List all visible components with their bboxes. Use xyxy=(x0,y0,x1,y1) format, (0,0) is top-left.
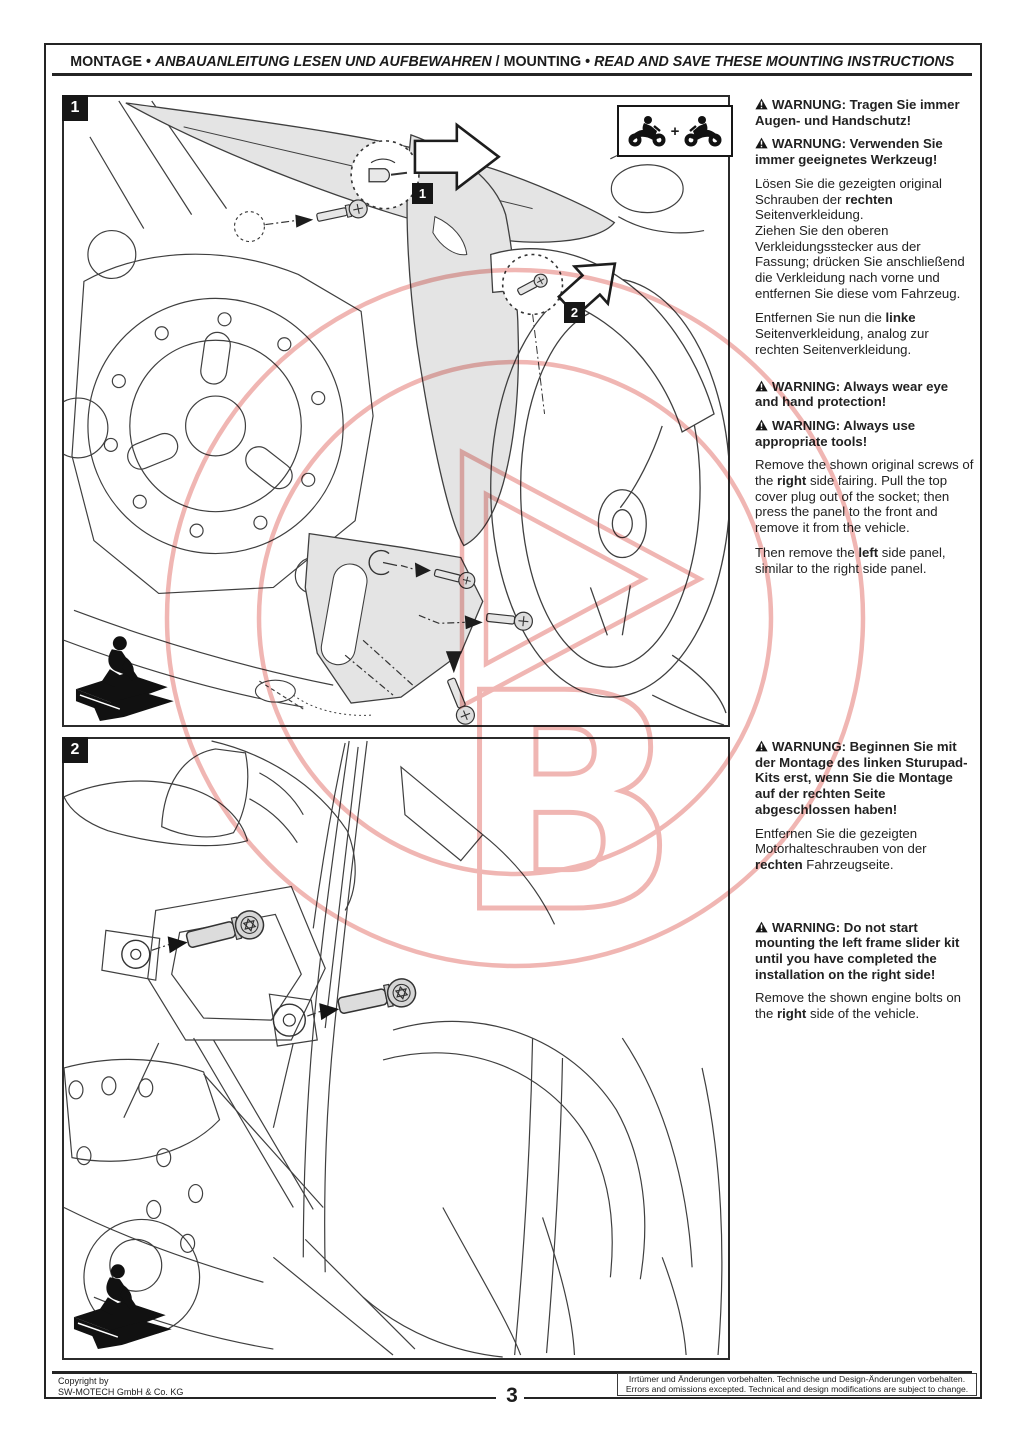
disclaimer-line: Irrtümer und Änderungen vorbehalten. Technische und Design-Änderungen vorbehalten. xyxy=(628,1374,966,1384)
text-run: WARNUNG: Beginnen Sie mit der Montage des linken Sturupad-Kits erst, wenn Sie die Montage auf der rechten Seite abgeschlossen haben! xyxy=(755,739,968,817)
text-run: Ziehen Sie den oberen Verkleidungsstecker aus der Fassung; drücken Sie anschließend die Verkleidung nach vorne und entfernen Sie diese vom Fahrzeug. xyxy=(755,222,965,301)
disclaimer-line: Errors and omissions excepted. Technical and design modifications are subject to change. xyxy=(625,1383,969,1394)
page-header-title xyxy=(0,53,1024,70)
warning-icon xyxy=(755,137,768,149)
disclaimer-box xyxy=(617,1373,977,1396)
text-run: rechten xyxy=(845,191,893,207)
text-run: WARNUNG: Verwenden Sie immer geeignetes Werkzeug! xyxy=(755,136,943,168)
header-text xyxy=(70,53,954,70)
header-text-segment: MONTAGE xyxy=(69,53,142,70)
page-border-bottom-left xyxy=(44,1397,496,1399)
text-run: left xyxy=(858,544,879,560)
text-run: side of the vehicle. xyxy=(806,1006,920,1022)
text-run: Seitenverkleidung. xyxy=(755,207,864,223)
warning-icon xyxy=(755,921,768,933)
copyright-notice xyxy=(58,1376,183,1397)
text-run: Fahrzeugseite. xyxy=(802,856,894,872)
text-run: WARNING: Always use appropriate tools! xyxy=(755,417,916,449)
engine-bolt-right xyxy=(336,976,418,1019)
text-run: Seitenverkleidung, analog zur rechten Seitenverkleidung. xyxy=(755,326,929,357)
text-run: WARNING: Do not start mounting the left frame slider kit until you have completed the installation on the right side! xyxy=(755,919,960,982)
instruction-text xyxy=(755,990,974,1021)
warning-text xyxy=(755,379,974,410)
text-run: Then remove the xyxy=(755,544,859,560)
mechanic-icon xyxy=(74,1264,172,1349)
instructions-step-1 xyxy=(755,97,974,585)
figure1-drawing xyxy=(64,97,728,725)
spacer xyxy=(755,882,974,920)
header-text-segment: • xyxy=(580,53,594,70)
text-run: Entfernen Sie nun die xyxy=(755,310,886,326)
instruction-text xyxy=(755,457,974,536)
warning-icon xyxy=(755,419,768,431)
instruction-text xyxy=(755,176,974,223)
step-number-badge: 2 xyxy=(62,737,88,763)
plus-sign: + xyxy=(670,122,680,140)
figure2-drawing xyxy=(64,739,728,1358)
header-text-segment: MOUNTING xyxy=(503,53,581,70)
warning-icon xyxy=(755,740,768,752)
figure-step-2 xyxy=(62,737,730,1360)
header-text-segment: • xyxy=(141,53,155,70)
text-run: Remove the shown original screws of the xyxy=(755,457,974,489)
text-run: WARNING: Always wear eye and hand protection! xyxy=(755,378,949,410)
instruction-text xyxy=(755,545,974,576)
text-run: side fairing. Pull the top cover plug out of the socket; then press the panel to the front and remove it from the vehicle. xyxy=(755,473,950,536)
warning-icon xyxy=(755,98,768,110)
fig2-line-art xyxy=(64,741,722,1357)
watermark-letter-b: B xyxy=(452,630,681,979)
bolt-arrow-1 xyxy=(168,936,188,953)
page-number: 3 xyxy=(506,1384,518,1407)
warning-icon xyxy=(755,380,768,392)
text-run: linke xyxy=(885,310,916,326)
copyright-line: Copyright by xyxy=(58,1376,109,1386)
warning-text xyxy=(755,739,974,818)
text-run: right xyxy=(777,473,807,489)
text-run: Lösen Sie die gezeigten original Schrauben der xyxy=(755,175,942,207)
step-number-badge: 1 xyxy=(62,95,88,121)
warning-text xyxy=(755,136,974,167)
motorcycle-pictogram-box xyxy=(617,105,733,157)
engine-bolt-left xyxy=(184,908,266,954)
text-run: Entfernen Sie die gezeigten Motorhalteschrauben von der xyxy=(755,825,927,857)
spacer xyxy=(755,367,974,379)
instruction-text xyxy=(755,223,974,302)
engine-bolt-holes xyxy=(122,940,321,1036)
instruction-text xyxy=(755,826,974,873)
front-wheel xyxy=(491,278,728,725)
callout-badge-1: 1 xyxy=(412,183,433,204)
instruction-text xyxy=(755,310,974,357)
page-border-bottom-right xyxy=(524,1397,982,1399)
copyright-line: SW-MOTECH GmbH & Co. KG xyxy=(58,1386,184,1397)
front-cowl-lines xyxy=(610,147,704,233)
warning-text xyxy=(755,97,974,128)
callout-badge-2: 2 xyxy=(564,302,585,323)
header-text-segment: / xyxy=(491,53,504,70)
header-text-segment: READ AND SAVE THESE MOUNTING INSTRUCTIONS xyxy=(593,53,955,70)
warning-text xyxy=(755,920,974,983)
callout-plug xyxy=(351,141,419,209)
mechanic-icon xyxy=(76,636,174,721)
text-run: Remove the shown engine bolts on the xyxy=(755,990,962,1022)
text-run: WARNUNG: Tragen Sie immer Augen- und Handschutz! xyxy=(755,97,960,128)
motorcycle-rider-icon xyxy=(682,115,724,147)
fairing-screw-top xyxy=(234,198,368,241)
text-run: side panel, similar to the right side panel. xyxy=(755,544,946,576)
warning-text xyxy=(755,418,974,449)
instructions-step-2 xyxy=(755,739,974,1031)
header-divider xyxy=(52,73,972,76)
figure-step-1 xyxy=(62,95,730,727)
engine-cover xyxy=(88,298,343,553)
motorcycle-rider-icon xyxy=(626,115,668,147)
header-text-segment: ANBAUANLEITUNG LESEN UND AUFBEWAHREN xyxy=(154,53,492,70)
text-run: rechten xyxy=(755,856,803,872)
text-run: right xyxy=(777,1006,807,1022)
